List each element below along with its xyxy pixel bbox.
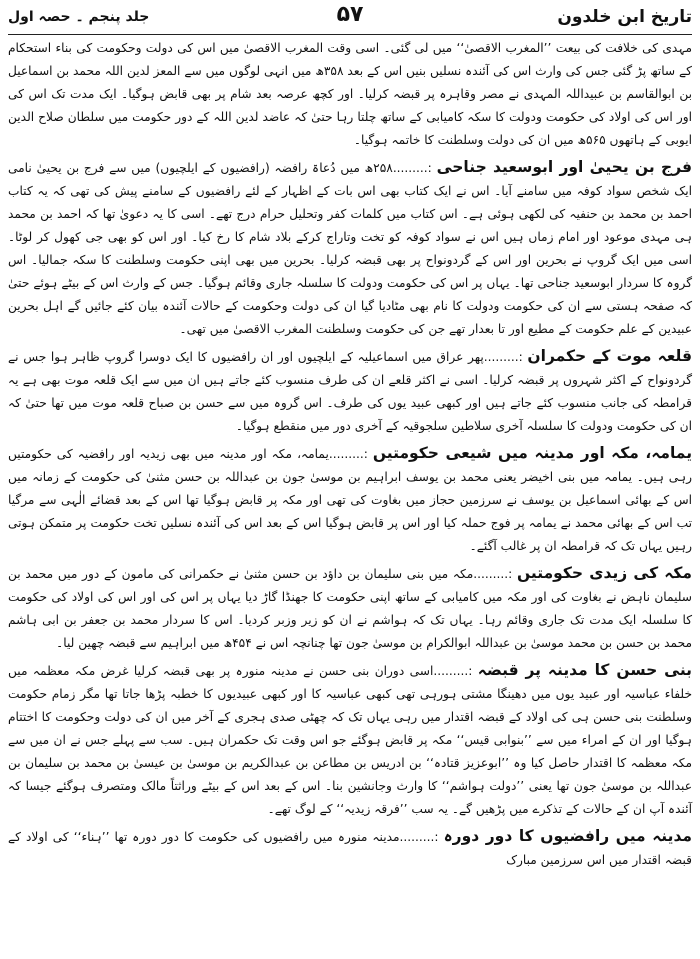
section-text: :.........۲۵۸ھ میں دُعاۃ رافضہ (رافضیوں کے ایلچیوں) میں سے فرج بن یحییٰ نامی ایک شخص سواد کوفہ میں سامنے آیا۔ اس نے ایک کتاب بھی اس بات کے اظہار کے لئے رافضیوں کے سامنے پیش کی تھی کہ یہ کتاب احمد بن محمد بن حنفیہ کی لکھی ہوئی ہے۔ اس کتاب میں کلمات کفر وتحلیل حرام درج تھے۔ اسی کا یہ دعویٰ تھا کہ احمد بن محمد ہی مہدی موعود اور امام زماں ہیں اس نے سواد کوفہ کو تخت وتاراج کرکے بلاد شام کا رخ کیا۔ اور اس کو بھی جی کھول کر لوٹا۔ اسی میں ایک گروپ نے بحرین اور اس کے گردونواح پر بھی قبضہ کرلیا۔ بحرین میں بھی اپنی حکومت وسلطنت کا سکہ جمالیا۔ اس گروہ کا سردار ابوسعید جناحی تھا۔ یہاں پر اس کی حکومت ودولت کا سلسلہ جاری وقائم ہوگیا۔ جس کے وارث اس کے بیٹے ہوئے حتیٰ کہ صفحہ ہستی سے ان کی حکومت ودولت کا نام بھی مٹادیا گیا ان کی دولت وحکومت کے حالات آئندہ بیان کئے جائیں گے اہل بحرین عبیدین کے علم حکومت کے مطیع اور تا بعدار تھے جن کی حکومت وسلطنت المغرب الاقصیٰ میں تھی۔ — [8, 161, 692, 336]
section-heading: یمامہ، مکہ اور مدینہ میں شیعی حکومتیں — [372, 444, 693, 462]
volume-label: جلد پنجم ۔ حصہ اول — [8, 9, 150, 25]
section-text: :.........یمامہ، مکہ اور مدینہ میں بھی زیدیہ اور رافضیہ کی حکومتیں رہی ہیں۔ یمامہ میں بنی اخیضر یعنی محمد بن یوسف ابراہیم بن موسیٰ جون بن عبداللہ بن حسن مثنیٰ کی حکومت کے زمانہ میں اس کے بھائی اسماعیل بن یوسف نے سرزمین حجاز میں بغاوت کی تھی اور مکہ پر قابض ہوگیا تھا اس کے بعد قضائے الٰہی سے مرگیا تب اس کے بھائی محمد نے یمامہ پر فوج حملہ کیا اور اس پر قابض ہوگیا اس کے بعد اس کی آئندہ نسلیں تخت حکومت پر متمکن ہوتی رہیں یہاں تک کہ قرامطہ ان پر غالب آگئے۔ — [8, 447, 692, 553]
section-paragraph — [8, 345, 692, 438]
book-title: تاریخ ابن خلدون — [557, 7, 692, 27]
intro-paragraph: مہدی کی خلافت کی بیعت ’’المغرب الاقصیٰ‘‘ میں لی گئی۔ اسی وقت المغرب الاقصیٰ میں اس کی دولت وحکومت کی بناء استحکام کے ساتھ پڑ گئی جس کی وارث اس کی آئندہ نسلیں بنیں اس کے بعد ۳۵۸ھ میں انہی لوگوں میں سے المعز لدین اللہ محمد بن اسماعیل بن ابوالقاسم بن عبیداللہ المہدی نے مصر وقاہرہ پر قبضہ کرلیا۔ اور کچھ عرصہ بعد شام پر بھی قابض ہوگیا۔ ایک مدت تک اس کی اور اس کی اولاد کی حکومت ودولت کا سکہ کامیابی کے ساتھ چلتا رہا حتیٰ کہ عاضد لدین اللہ کے دور حکومت میں سلطان صلاح الدین ایوبی کے ہاتھوں ۵۶۵ھ میں ان کی دولت وسلطنت کا خاتمہ ہوگیا۔ — [8, 41, 692, 147]
section-paragraph — [8, 659, 692, 821]
section-paragraph — [8, 156, 692, 341]
page-number: ۵۷ — [336, 2, 364, 27]
section-heading: قلعہ موت کے حکمران — [527, 347, 692, 365]
section-heading: مدینہ میں رافضیوں کا دور دورہ — [443, 827, 692, 845]
section-paragraph — [8, 442, 692, 558]
page-body — [8, 35, 692, 872]
section-text: :.........مدینہ منورہ میں رافضیوں کی حکومت کا دور دورہ تھا ’’ہناء‘‘ کی اولاد کے قبضہ اقتدار میں اس سرزمین مبارک — [8, 830, 692, 867]
section-text: :.........اسی دوران بنی حسن نے مدینہ منورہ پر بھی قبضہ کرلیا غرض مکہ معظمہ میں خلفاء عباسیہ اور عبید یوں میں دھینگا مشتی ہورہی تھی کبھی عباسیہ کا اور کبھی عبیدیوں کا خطبہ پڑھا جاتا تھا مگر زمام حکومت وسلطنت بنی حسن ہی کی اولاد کے قبضہ اقتدار میں رہی یہاں تک کہ چھٹی صدی ہجری کے آخر میں ان کی دولت وحکومت کا اختتام ہوگیا اور ان کے امراء میں سے ’’بنوابی قیس‘‘ مکہ پر قابض ہوگئے جو اس وقت تک حکمران ہیں۔ سب سے پہلے جس نے ان میں سے مکہ معظمہ کا اقتدار حاصل کیا وہ ’’ابوعزیز قتادہ‘‘ بن ادریس بن مطاعن بن عبدالکریم بن موسیٰ بن عیسیٰ بن محمد بن سلیمان بن عبداللہ بن موسیٰ جون تھا یعنی ’’دولت ہواشم‘‘ کا وارث وجانشین بنا۔ اس کے بعد اس کے بیٹے وراثتاً مالک ومتصرف ہوگئے جیسا کہ آئندہ آپ ان کے حالات کے تذکرے میں پڑھیں گے۔ یہ سب ’’فرقہ زیدیہ‘‘ کے لوگ تھے۔ — [8, 664, 692, 816]
section-heading: مکہ کی زیدی حکومتیں — [516, 564, 692, 582]
section-paragraph — [8, 562, 692, 655]
section-heading: بنی حسن کا مدینہ پر قبضہ — [477, 661, 693, 679]
page-header — [8, 0, 692, 35]
section-heading: فرج بن یحییٰ اور ابوسعید جناحی — [436, 158, 692, 176]
section-text: :.........مکہ میں بنی سلیمان بن داؤد بن حسن مثنیٰ نے حکمرانی کی مامون کے دور میں محمد بن سلیمان ناہض نے بغاوت کی اور مکہ میں کامیابی کے ساتھ اپنی حکومت کا جھنڈا گاڑ دیا یہاں پر اس کی اور اس کی اولاد کی حکومت کا سلسلہ ایک مدت تک جاری وقائم رہا۔ یہاں تک کہ ہواشم نے ان کو زیر وزبر کردیا۔ اس کا سردار محمد بن جعفر بن ابی ہاشم محمد بن حسن بن محمد موسیٰ بن عبداللہ ابوالکرام بن موسیٰ جون تھا چنانچہ اس نے ۴۵۴ھ میں ابراہیم سے قبضہ چھین لیا۔ — [8, 567, 692, 650]
section-text: :.........پھر عراق میں اسماعیلیہ کے ایلچیوں اور ان رافضیوں کا ایک دوسرا گروپ ظاہر ہوا جس نے گردونواح کے اکثر شہروں پر قبضہ کرلیا۔ اسی نے اکثر قلعے ان کی طرف منسوب کئے جاتے ہیں ان میں سے ایک قلعہ موت بھی ہے یہ قرامطہ کی جانب منسوب کئے جاتے ہیں اور کبھی عبید یوں کی طرف۔ اس گروہ میں سے حسن بن صباح قلعہ موت میں تھا حتیٰ کہ ان کی حکومت ودولت کا سلسلہ آخری سلاطین سلجوقیہ کے آخری دور میں منقطع ہوگیا۔ — [8, 350, 692, 433]
book-page — [8, 0, 692, 959]
section-paragraph — [8, 825, 692, 872]
